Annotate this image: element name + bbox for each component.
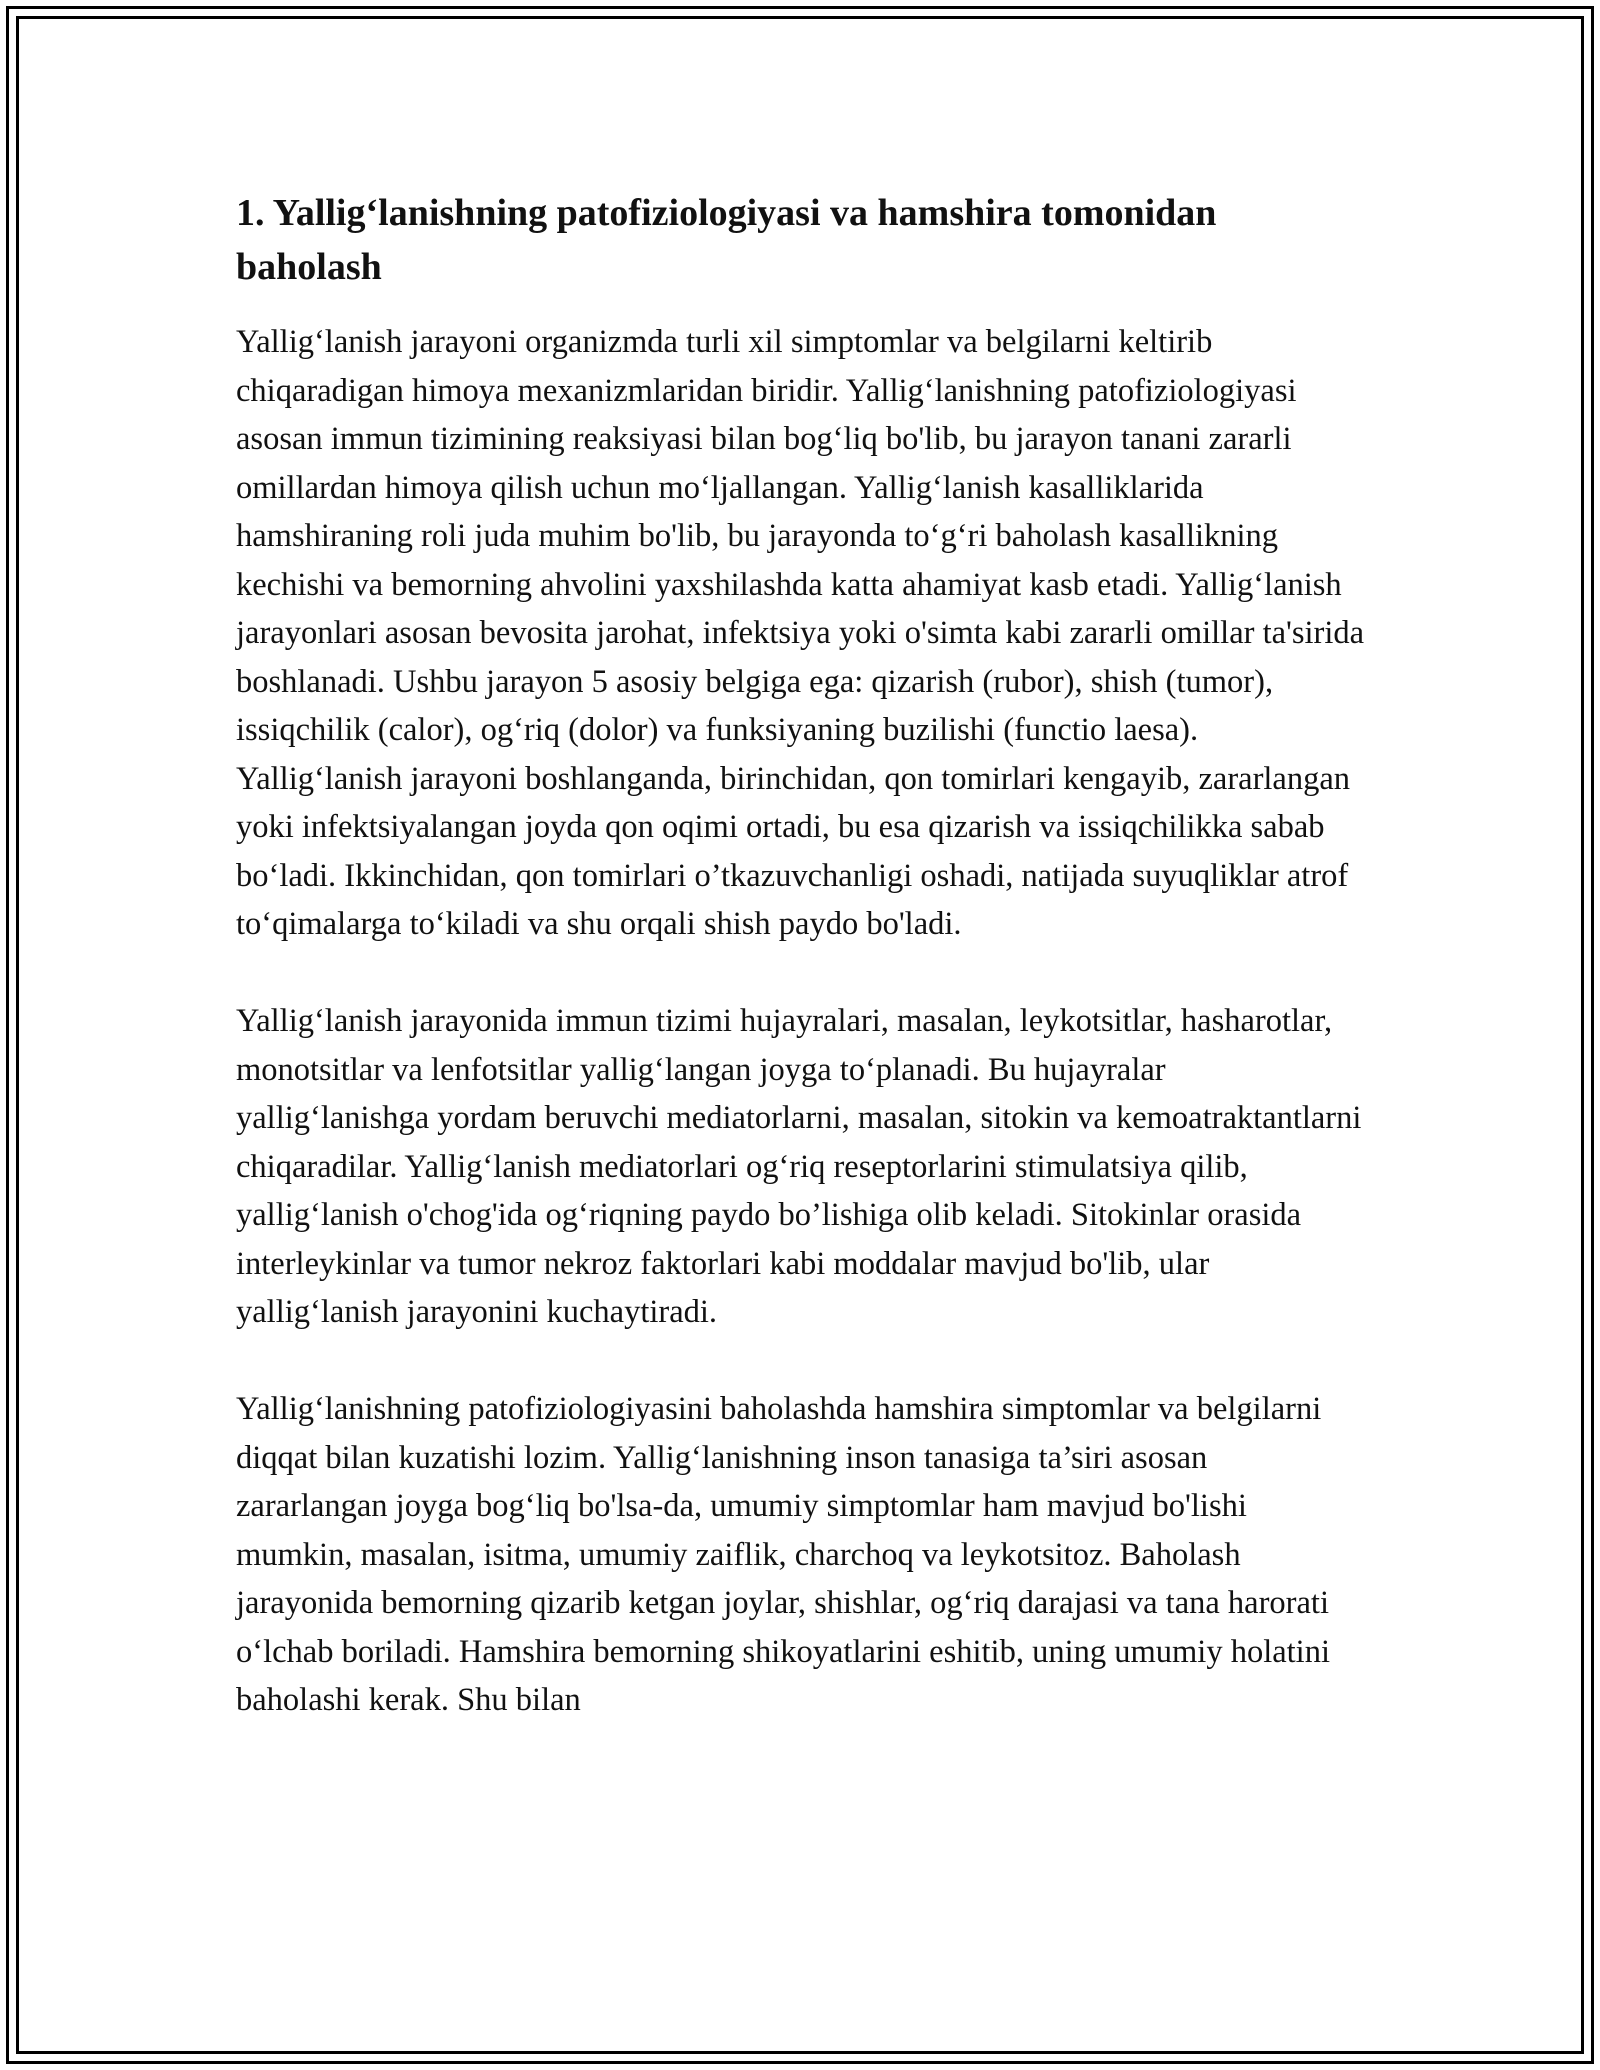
paragraph-1: Yallig‘lanish jarayoni organizmda turli xil simptomlar va belgilarni keltirib chiqaradigan himoya mexanizmlaridan biridir. Yallig‘lanishning patofiziologiyasi asosan immun tizimining reaksiyasi bilan bog‘liq bo'lib, bu jarayon tanani zararli omillardan himoya qilish uchun mo‘ljallangan. Yallig‘lanish kasalliklarida hamshiraning roli juda muhim bo'lib, bu jarayonda to‘g‘ri baholash kasallikning kechishi va bemorning ahvolini yaxshilashda katta ahamiyat kasb etadi. Yallig‘lanish jarayonlari asosan bevosita jarohat, infektsiya yoki o'simta kabi zararli omillar ta'sirida boshlanadi. Ushbu jarayon 5 asosiy belgiga ega: qizarish (rubor), shish (tumor), issiqchilik (calor), og‘riq (dolor) va funksiyaning buzilishi (functio laesa). Yallig‘lanish jarayoni boshlanganda, birinchidan, qon tomirlari kengayib, zararlangan yoki infektsiyalangan joyda qon oqimi ortadi, bu esa qizarish va issiqchilikka sabab bo‘ladi. Ikkinchidan, qon tomirlari o’tkazuvchanligi oshadi, natijada suyuqliklar atrof to‘qimalarga to‘kiladi va shu orqali shish paydo bo'ladi. [236, 324, 1365, 942]
section-heading: 1. Yallig‘lanishning patofiziologiyasi va hamshira tomonidan baholash [236, 192, 1217, 288]
document-body [236, 186, 1366, 1773]
paragraph-2: Yallig‘lanish jarayonida immun tizimi hujayralari, masalan, leykotsitlar, hasharotlar, monotsitlar va lenfotsitlar yallig‘langan joyga to‘planadi. Bu hujayralar yallig‘lanishga yordam beruvchi mediatorlarni, masalan, sitokin va kemoatraktantlarni chiqaradilar. Yallig‘lanish mediatorlari og‘riq reseptorlarini stimulatsiya qilib, yallig‘lanish o'chog'ida og‘riqning paydo bo’lishiga olib keladi. Sitokinlar orasida interleykinlar va tumor nekroz faktorlari kabi moddalar mavjud bo'lib, ular yallig‘lanish jarayonini kuchaytiradi. [236, 1003, 1362, 1330]
paragraph-3: Yallig‘lanishning patofiziologiyasini baholashda hamshira simptomlar va belgilarni diqqat bilan kuzatishi lozim. Yallig‘lanishning inson tanasiga ta’siri asosan zararlangan joyga bog‘liq bo'lsa-da, umumiy simptomlar ham mavjud bo'lishi mumkin, masalan, isitma, umumiy zaiflik, charchoq va leykotsitoz. Baholash jarayonida bemorning qizarib ketgan joylar, shishlar, og‘riq darajasi va tana harorati o‘lchab boriladi. Hamshira bemorning shikoyatlarini eshitib, uning umumiy holatini baholashi kerak. Shu bilan [236, 1391, 1330, 1718]
